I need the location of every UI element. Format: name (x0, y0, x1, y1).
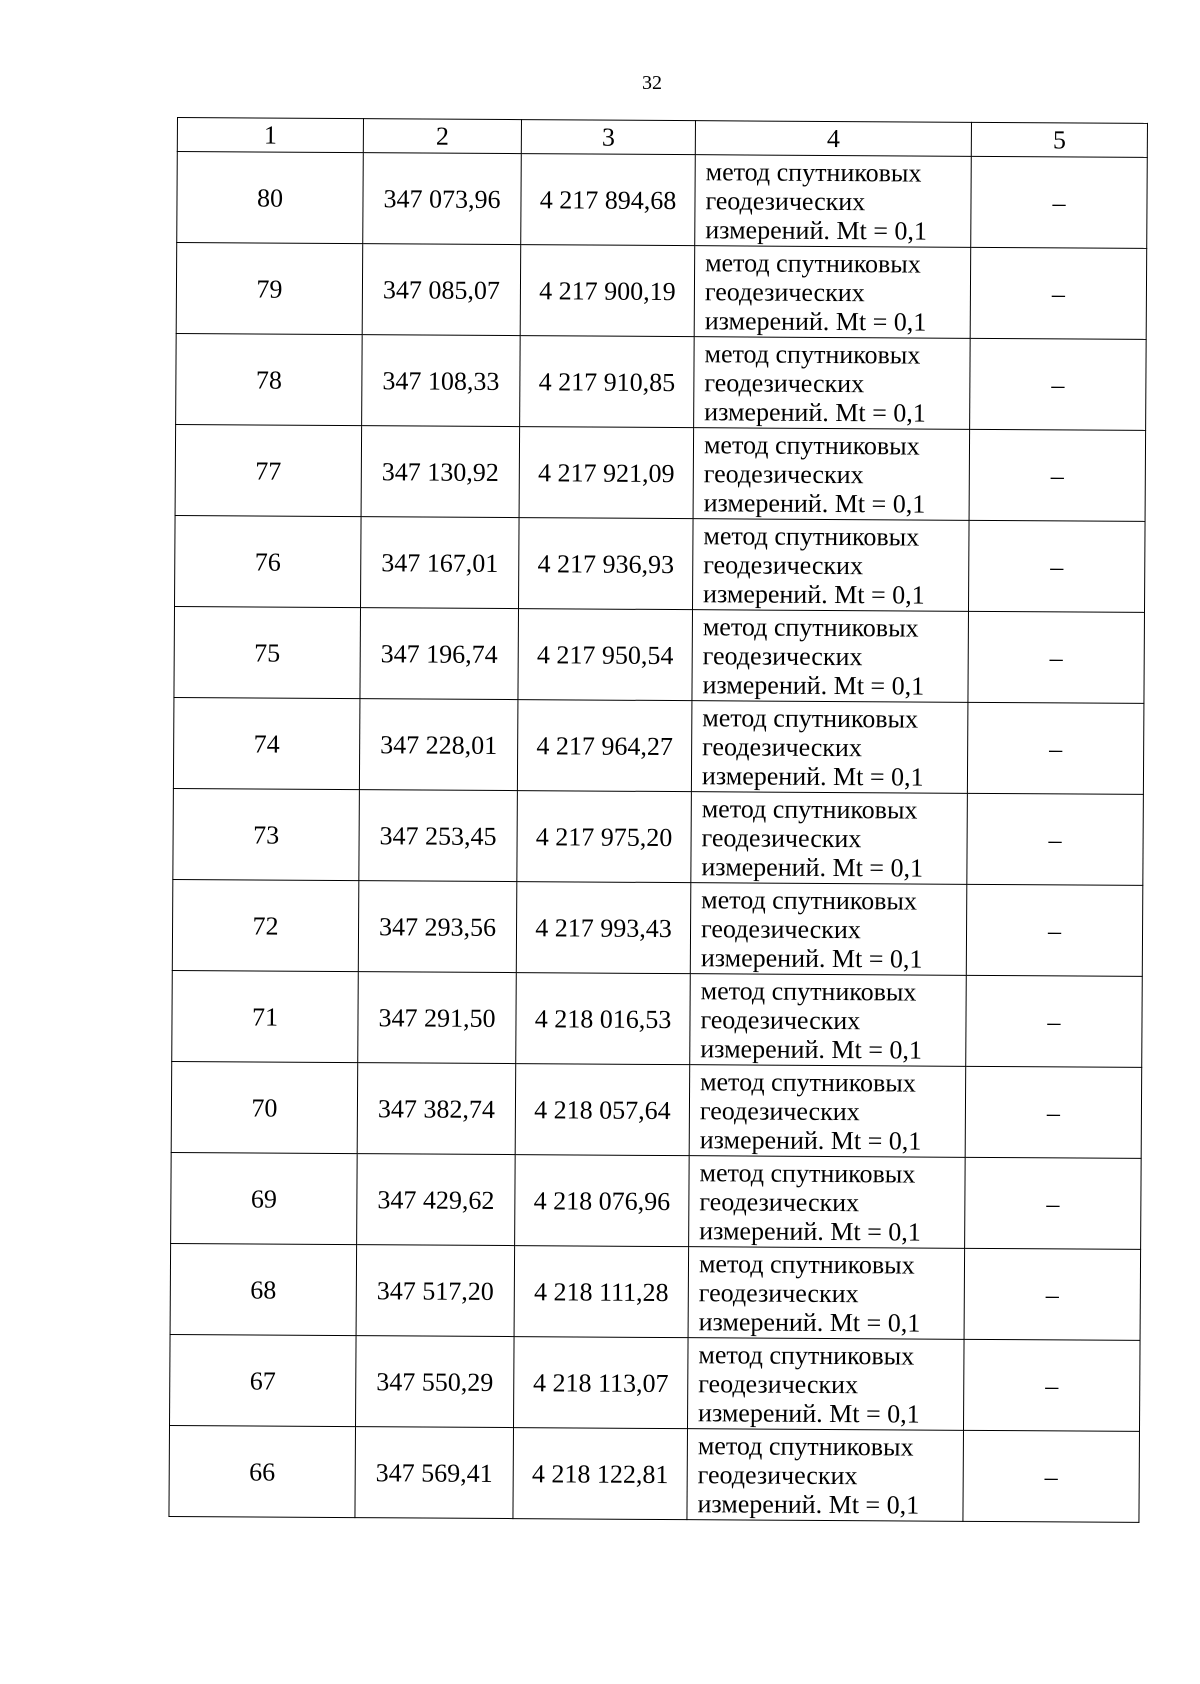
method-line-1: метод спутниковых (700, 1066, 916, 1098)
extra-cell: – (966, 884, 1143, 976)
y-coordinate-cell: 4 217 921,09 (519, 427, 694, 519)
method-line-1: метод спутниковых (705, 156, 922, 188)
point-number-cell: 80 (177, 152, 364, 244)
table-row (169, 1425, 1140, 1522)
y-coordinate-cell: 4 217 936,93 (519, 518, 694, 610)
y-coordinate-cell: 4 217 900,19 (520, 245, 695, 337)
method-line-3: измерений. Mt = 0,1 (698, 1306, 921, 1338)
method-line-1: метод спутниковых (698, 1339, 915, 1371)
extra-cell: – (969, 429, 1146, 521)
method-line-2: геодезических (698, 1277, 859, 1308)
method-cell (694, 246, 971, 339)
method-line-3: измерений. Mt = 0,1 (700, 1033, 923, 1065)
method-line-3: измерений. Mt = 0,1 (704, 305, 927, 337)
extra-cell: – (965, 1066, 1142, 1158)
point-number-cell: 72 (172, 879, 359, 971)
point-number-cell: 74 (173, 697, 360, 789)
method-line-1: метод спутниковых (700, 975, 917, 1007)
coordinates-table (168, 117, 1148, 1523)
y-coordinate-cell: 4 218 076,96 (515, 1155, 690, 1247)
x-coordinate-cell: 347 167,01 (361, 517, 520, 609)
method-line-3: измерений. Mt = 0,1 (702, 669, 925, 701)
point-number-cell: 76 (175, 515, 362, 607)
point-number-cell: 69 (171, 1152, 358, 1244)
method-line-2: геодезических (704, 276, 865, 307)
x-coordinate-cell: 347 293,56 (358, 881, 517, 973)
extra-cell: – (968, 611, 1145, 703)
point-number-cell: 68 (170, 1243, 357, 1335)
table-row (173, 788, 1144, 885)
method-line-2: геодезических (705, 185, 866, 216)
method-line-3: измерений. Mt = 0,1 (704, 396, 926, 428)
method-cell (691, 701, 968, 794)
method-line-1: метод спутниковых (705, 247, 921, 279)
table-row (170, 1243, 1141, 1340)
method-line-3: измерений. Mt = 0,1 (703, 578, 925, 610)
y-coordinate-cell: 4 217 993,43 (516, 882, 691, 974)
column-header-3: 3 (521, 120, 695, 155)
method-line-2: геодезических (697, 1459, 858, 1490)
y-coordinate-cell: 4 217 894,68 (521, 154, 696, 246)
extra-cell: – (966, 975, 1143, 1067)
method-cell (688, 1247, 965, 1340)
method-line-1: метод спутниковых (701, 793, 918, 825)
method-cell (695, 155, 972, 248)
method-line-2: геодезических (702, 731, 862, 762)
x-coordinate-cell: 347 228,01 (359, 699, 518, 791)
point-number-cell: 71 (172, 970, 359, 1062)
method-line-3: измерений. Mt = 0,1 (697, 1488, 920, 1520)
table-row (171, 1061, 1142, 1158)
y-coordinate-cell: 4 217 910,85 (520, 336, 695, 428)
method-cell (691, 792, 968, 885)
method-line-1: метод спутниковых (701, 884, 918, 916)
method-cell (689, 1065, 966, 1158)
method-line-2: геодезических (698, 1368, 859, 1399)
column-header-1: 1 (177, 118, 363, 153)
method-line-2: геодезических (703, 549, 864, 580)
x-coordinate-cell: 347 196,74 (360, 608, 519, 700)
method-line-3: измерений. Mt = 0,1 (699, 1215, 921, 1247)
method-line-3: измерений. Mt = 0,1 (700, 942, 923, 974)
method-line-2: геодезических (699, 1095, 860, 1126)
y-coordinate-cell: 4 217 975,20 (517, 791, 692, 883)
method-line-3: измерений. Mt = 0,1 (705, 214, 928, 246)
x-coordinate-cell: 347 429,62 (357, 1154, 516, 1246)
method-cell (694, 337, 971, 430)
y-coordinate-cell: 4 217 964,27 (517, 700, 692, 792)
point-number-cell: 78 (176, 333, 363, 425)
y-coordinate-cell: 4 218 113,07 (514, 1337, 689, 1429)
y-coordinate-cell: 4 218 016,53 (516, 973, 691, 1065)
table-row (173, 697, 1144, 794)
extra-cell: – (970, 338, 1147, 430)
method-cell (687, 1338, 964, 1431)
method-line-3: измерений. Mt = 0,1 (701, 760, 924, 792)
method-cell (690, 883, 967, 976)
extra-cell: – (971, 156, 1148, 248)
point-number-cell: 66 (169, 1425, 356, 1517)
method-line-2: геодезических (700, 913, 861, 944)
x-coordinate-cell: 347 253,45 (359, 790, 518, 882)
method-cell (693, 519, 970, 612)
method-line-2: геодезических (702, 640, 863, 671)
method-line-1: метод спутниковых (704, 338, 921, 370)
method-line-2: геодезических (700, 1004, 861, 1035)
point-number-cell: 70 (171, 1061, 358, 1153)
y-coordinate-cell: 4 218 057,64 (515, 1064, 690, 1156)
extra-cell: – (968, 520, 1145, 612)
x-coordinate-cell: 347 517,20 (356, 1245, 515, 1337)
method-line-1: метод спутниковых (703, 520, 920, 552)
method-line-3: измерений. Mt = 0,1 (698, 1397, 920, 1429)
table-row (176, 243, 1147, 340)
point-number-cell: 67 (170, 1334, 357, 1426)
method-line-1: метод спутниковых (697, 1430, 914, 1462)
method-line-2: геодезических (701, 822, 862, 853)
page-number: 32 (642, 72, 662, 94)
x-coordinate-cell: 347 108,33 (362, 335, 521, 427)
table-row (176, 333, 1147, 430)
method-cell (692, 610, 969, 703)
method-line-2: геодезических (699, 1186, 860, 1217)
x-coordinate-cell: 347 085,07 (362, 244, 521, 336)
y-coordinate-cell: 4 218 111,28 (514, 1246, 689, 1338)
extra-cell: – (963, 1430, 1140, 1522)
extra-cell: – (964, 1248, 1141, 1340)
method-line-1: метод спутниковых (698, 1248, 915, 1280)
extra-cell: – (963, 1339, 1140, 1431)
point-number-cell: 75 (174, 606, 361, 698)
y-coordinate-cell: 4 217 950,54 (518, 609, 693, 701)
table-row (172, 879, 1143, 976)
method-line-3: измерений. Mt = 0,1 (703, 487, 926, 519)
method-line-1: метод спутниковых (699, 1157, 916, 1189)
x-coordinate-cell: 347 569,41 (355, 1427, 514, 1519)
point-number-cell: 79 (176, 243, 363, 335)
column-header-2: 2 (363, 119, 521, 154)
extra-cell: – (967, 702, 1144, 794)
method-line-1: метод спутниковых (703, 429, 920, 461)
table-row (175, 515, 1146, 612)
method-cell (689, 1156, 966, 1249)
method-line-3: измерений. Mt = 0,1 (701, 851, 924, 883)
extra-cell: – (965, 1157, 1142, 1249)
table-body (169, 152, 1147, 1523)
column-header-5: 5 (971, 122, 1147, 157)
table-row (170, 1334, 1141, 1431)
column-header-4: 4 (695, 121, 971, 157)
x-coordinate-cell: 347 550,29 (356, 1336, 515, 1428)
x-coordinate-cell: 347 073,96 (363, 153, 522, 245)
table-row (175, 424, 1146, 521)
method-line-3: измерений. Mt = 0,1 (699, 1124, 922, 1156)
method-cell (693, 428, 970, 521)
x-coordinate-cell: 347 291,50 (358, 972, 517, 1064)
method-line-1: метод спутниковых (702, 611, 919, 643)
method-line-1: метод спутниковых (702, 702, 919, 734)
table-row (174, 606, 1145, 703)
point-number-cell: 73 (173, 788, 360, 880)
y-coordinate-cell: 4 218 122,81 (513, 1428, 688, 1520)
table-row (177, 152, 1148, 249)
method-cell (687, 1429, 964, 1522)
table-row (172, 970, 1143, 1067)
table-row (171, 1152, 1142, 1249)
x-coordinate-cell: 347 130,92 (361, 426, 520, 518)
extra-cell: – (970, 247, 1147, 339)
x-coordinate-cell: 347 382,74 (357, 1063, 516, 1155)
point-number-cell: 77 (175, 424, 362, 516)
extra-cell: – (967, 793, 1144, 885)
method-line-2: геодезических (703, 458, 864, 489)
method-line-2: геодезических (704, 367, 865, 398)
method-cell (690, 974, 967, 1067)
